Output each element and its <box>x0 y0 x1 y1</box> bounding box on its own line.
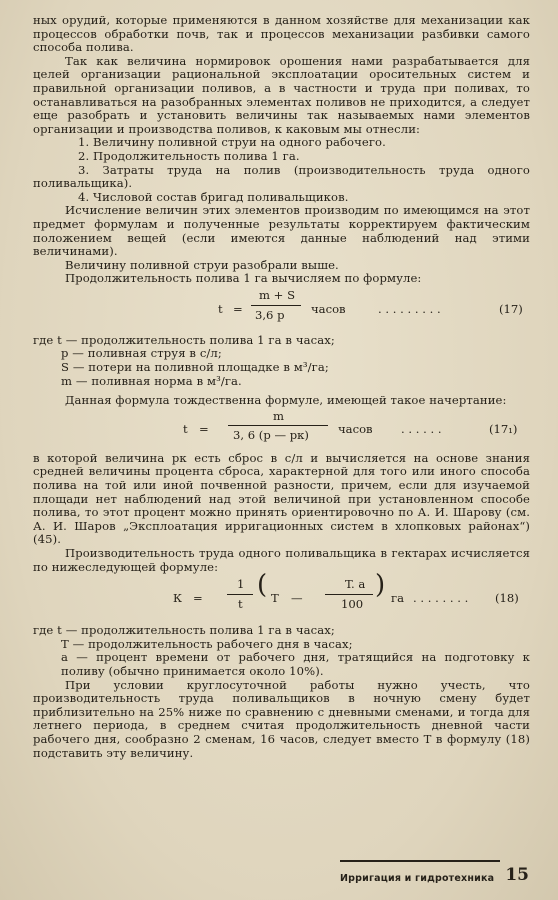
formula-equals: = <box>193 591 203 606</box>
formula-denominator: 3, 6 (p — pк) <box>233 427 309 442</box>
paragraph: Продолжительность полива 1 га вычисляем по формуле: <box>65 271 422 286</box>
formula-17-1 <box>33 408 530 452</box>
formula-number: (18) <box>495 591 519 606</box>
definition: m — поливная норма в м³/га. <box>61 373 242 388</box>
page-footer <box>340 860 530 884</box>
paragraph: Производительность труда одного поливальщика в гектарах исчисляется по нижеследующей формуле: <box>33 546 530 574</box>
formula-denominator: 3,6 p <box>255 307 285 322</box>
paragraph: Исчисление величин этих элементов производим по имеющимся на этот предмет формулам и полученные результаты корректируем фактическим положением вещей (если имеются данные наблюдений над этими величинами). <box>33 203 530 259</box>
paragraph: ных орудий, которые применяются в данном хозяйстве для механизации как процессов обработки почв, так и процессов механизации разбивки самого способа полива. <box>33 13 530 55</box>
formula-unit: га <box>391 591 404 606</box>
definition: S — потери на поливной площадке в м³/га; <box>61 360 329 375</box>
paragraph: При условии круглосуточной работы нужно учесть, что производительность труда поливальщиков в ночную смену будет приблизительно на 25% ниже по сравнению с дневными сменами, и тогда для летнего периода, в среднем считая продолжительность дневной части рабочего дня, сообразно 2 сменам, 16 часов, следует вместо Т в формулу (18) подставить эту величину. <box>33 677 530 760</box>
formula-numerator: m <box>273 408 284 423</box>
formula-dots: . . . . . . . . <box>413 591 469 606</box>
formula-lhs: t <box>218 301 223 316</box>
paragraph: Данная формула тождественна формуле, имеющей такое начертание: <box>65 393 507 408</box>
formula-17-definitions <box>33 334 530 388</box>
formula-equals: = <box>199 421 209 436</box>
formula-unit: часов <box>338 421 373 436</box>
formula-close-paren: ) <box>375 570 386 601</box>
formula-denominator: 100 <box>341 597 364 612</box>
formula-numerator: T. a <box>345 577 366 592</box>
list-item: 4. Числовой состав бригад поливальщиков. <box>78 189 349 204</box>
list-item: 2. Продолжительность полива 1 га. <box>78 148 300 163</box>
formula-unit: часов <box>311 301 346 316</box>
formula-minus: — <box>291 591 303 606</box>
definition: а — процент времени от рабочего дня, тратящийся на подготовку к поливу (обычно принимается около 10%). <box>61 650 530 678</box>
definition: p — поливная струя в с/л; <box>61 346 222 361</box>
formula-17 <box>33 286 530 334</box>
definition: T — продолжительность рабочего дня в часах; <box>61 636 353 651</box>
list-item: 1. Величину поливной струи на одного рабочего. <box>78 135 386 150</box>
definition: где t — продолжительность полива 1 га в часах; <box>33 332 335 347</box>
formula-numerator: 1 <box>237 577 245 592</box>
footer-rule <box>340 860 500 862</box>
formula-lhs: t <box>183 421 188 436</box>
formula-18 <box>33 570 530 624</box>
formula-18-definitions <box>33 624 530 678</box>
paragraph: в которой величина pк есть сброс в с/л и вычисляется на основе знания средней величины процента сброса, характерной для того или иного способа полива на той или иной почвенной разности, причем, если для изучаемой площади нет наблюдений над этой величиной при установленном способе полива, то этот процент можно принять ориентировочно по А. И. Шарову (см. А. И. Шаров „Эксплоатация ирригационных систем в хлопковых районах“) (45). <box>33 450 530 547</box>
fraction-bar <box>227 594 253 595</box>
formula-dots: . . . . . . <box>401 421 442 436</box>
formula-numerator: m + S <box>259 287 296 302</box>
formula-number: (17₁) <box>489 421 518 436</box>
page-number: 15 <box>505 865 529 885</box>
formula-number: (17) <box>499 301 523 316</box>
formula-T: T <box>271 591 279 606</box>
formula-equals: = <box>233 301 243 316</box>
fraction-bar <box>251 305 301 306</box>
paragraph: Так как величина нормировок орошения нами разрабатывается для целей организации рациональной эксплоатации оросительных систем и правильной организации поливов, а в частности и труда при поливах, то останавливаться на разобранных элементах поливов не приходится, а следует еще разобрать и установить величины так называемых нами элементов организации и производства поливов, к каковым мы отнесли: <box>33 53 530 136</box>
fraction-bar <box>325 594 373 595</box>
list-item: 3. Затраты труда на полив (производительность труда одного поливальщика). <box>33 162 530 191</box>
paragraph: Величину поливной струи разобрали выше. <box>65 257 339 272</box>
formula-lhs: К <box>173 591 182 606</box>
formula-denominator: t <box>238 597 243 612</box>
running-title: Ирригация и гидротехника <box>340 873 495 884</box>
formula-open-paren: ( <box>257 570 268 601</box>
definition: где t — продолжительность полива 1 га в часах; <box>33 623 335 638</box>
fraction-bar <box>228 425 328 426</box>
formula-dots: . . . . . . . . . <box>378 301 441 316</box>
